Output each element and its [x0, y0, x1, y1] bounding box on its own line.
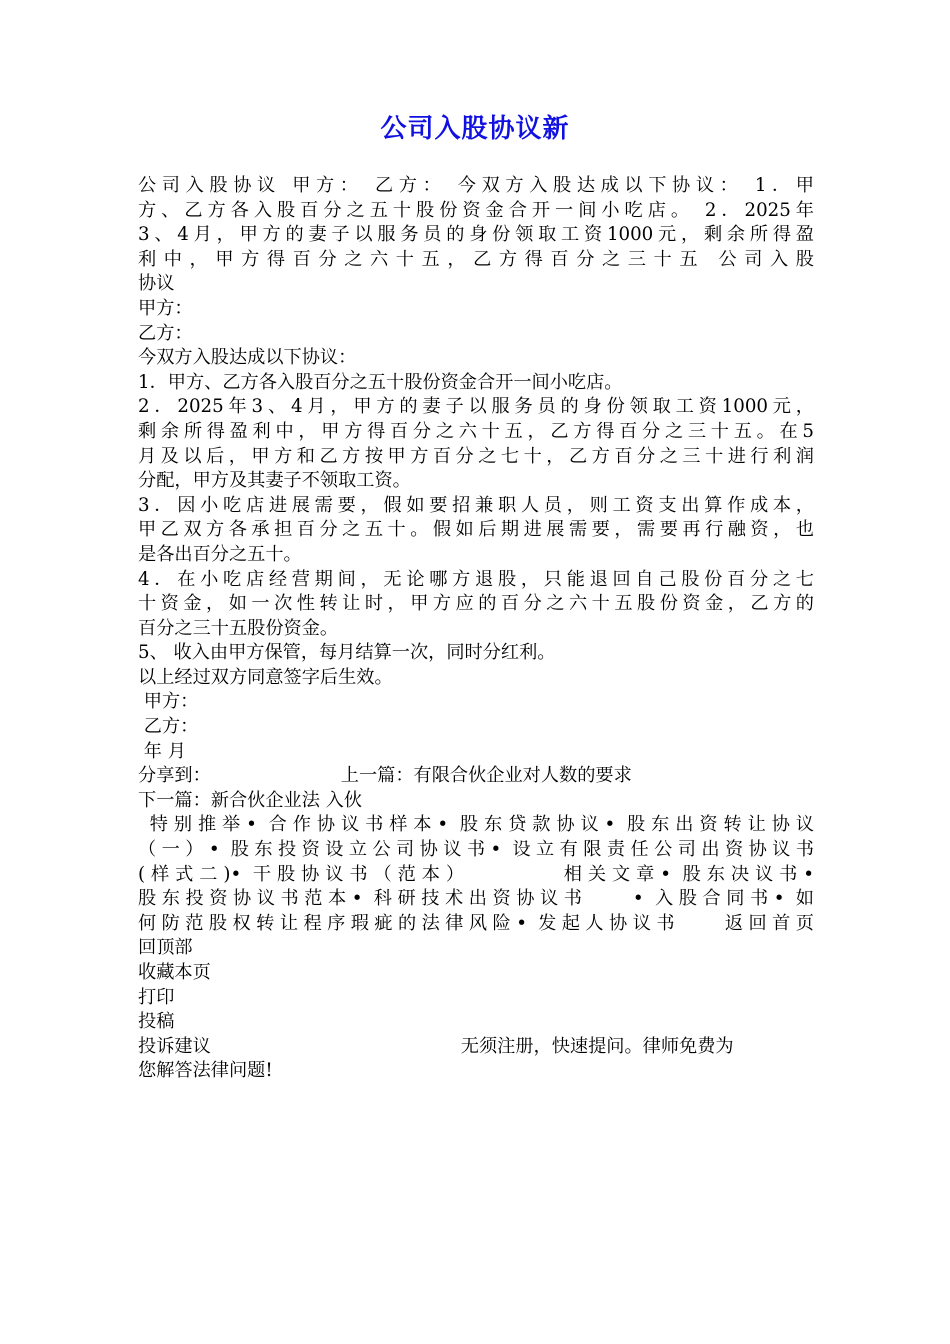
share-row [138, 764, 814, 789]
recommend-block [138, 813, 814, 936]
clause-line: 4．在小吃店经营期间，无论哪方退股，只能退回自己股份百分之七 [138, 568, 814, 590]
signature-date: 年 月 [138, 740, 186, 762]
document-title: 公司入股协议新 [380, 114, 570, 144]
clause-line: 甲乙双方各承担百分之五十。假如后期进展需要，需要再行融资，也 [138, 519, 814, 541]
party-a-label: 甲方： [138, 297, 193, 319]
clause-line: 十资金，如一次性转让时，甲方应的百分之六十五股份资金，乙方的 [138, 593, 814, 615]
recommend-line[interactable]: 何防范股权转让程序瑕疵的法律风险• 发起人协议书 返回首页 [138, 912, 814, 934]
clause-2 [138, 395, 814, 493]
clause-5 [138, 641, 814, 666]
clause-4 [138, 568, 814, 642]
complaint-row [138, 1035, 814, 1060]
clause-1 [138, 371, 814, 396]
print-link[interactable]: 打印 [138, 986, 175, 1008]
print-row [138, 986, 814, 1011]
share-label: 分享到： [138, 765, 211, 787]
clause-line: 分配，甲方及其妻子不领取工资。 [138, 470, 411, 492]
intro-line: 方、乙方各入股百分之五十股份资金合开一间小吃店。 2．2025年 [138, 199, 814, 221]
submit-row [138, 1010, 814, 1035]
clause-line: 月及以后，甲方和乙方按甲方百分之七十，乙方百分之三十进行利润 [138, 445, 814, 467]
intro-line: 利中，甲方得百分之六十五，乙方得百分之三十五 公司入股 [138, 248, 814, 270]
intro-line: 协议 [138, 273, 175, 295]
closing-statement: 以上经过双方同意签字后生效。 [138, 666, 393, 688]
next-article-row [138, 789, 814, 814]
recommend-line[interactable]: 股东投资协议书范本• 科研技术出资协议书 • 入股合同书• 如 [138, 888, 814, 910]
clause-line: 剩余所得盈利中，甲方得百分之六十五，乙方得百分之三十五。在5 [138, 420, 814, 442]
next-article-link[interactable]: 下一篇：新合伙企业法 入伙 [138, 789, 363, 811]
document-body [138, 174, 814, 1084]
intro-paragraph [138, 174, 814, 297]
signature-party-b: 乙方： [138, 716, 199, 738]
prev-article-link[interactable]: 上一篇：有限合伙企业对人数的要求 [340, 765, 632, 787]
party-b-label: 乙方： [138, 322, 193, 344]
agreement-intro: 今双方入股达成以下协议： [138, 347, 357, 369]
legal-help-promo-continued: 您解答法律问题! [138, 1060, 273, 1082]
intro-line: 3、4月，甲方的妻子以服务员的身份领取工资1000元，剩余所得盈 [138, 224, 814, 246]
complaint-link[interactable]: 投诉建议 [138, 1035, 211, 1057]
bookmark-link[interactable]: 收藏本页 [138, 962, 211, 983]
clause-line: 5、 收入由甲方保管，每月结算一次，同时分红利。 [138, 642, 556, 664]
clause-3 [138, 494, 814, 568]
recommend-line[interactable]: 特别推举• 合作协议书样本• 股东贷款协议• 股东出资转让协议 [138, 814, 814, 836]
back-to-top-row [138, 936, 814, 961]
back-to-top-link[interactable]: 回顶部 [138, 937, 193, 959]
clause-line: 1．甲方、乙方各入股百分之五十股份资金合开一间小吃店。 [138, 371, 623, 393]
signature-party-a: 甲方： [138, 691, 199, 713]
clause-line: 3．因小吃店进展需要，假如要招兼职人员，则工资支出算作成本， [138, 494, 814, 516]
recommend-line[interactable]: (样式二)• 干股协议书（范本） 相关文章• 股东决议书• [138, 863, 814, 885]
clause-line: 是各出百分之五十。 [138, 543, 302, 565]
legal-help-promo: 无须注册，快速提问。律师免费为 [460, 1035, 734, 1057]
recommend-line[interactable]: （一）• 股东投资设立公司协议书• 设立有限责任公司出资协议书 [138, 839, 814, 861]
bookmark-row [138, 961, 814, 986]
intro-line: 公司入股协议 甲方： 乙方： 今双方入股达成以下协议： 1．甲 [138, 175, 814, 196]
clause-line: 2．2025年3、4月，甲方的妻子以服务员的身份领取工资1000元， [138, 396, 814, 418]
submit-article-link[interactable]: 投稿 [138, 1011, 175, 1033]
clause-line: 百分之三十五股份资金。 [138, 617, 339, 639]
